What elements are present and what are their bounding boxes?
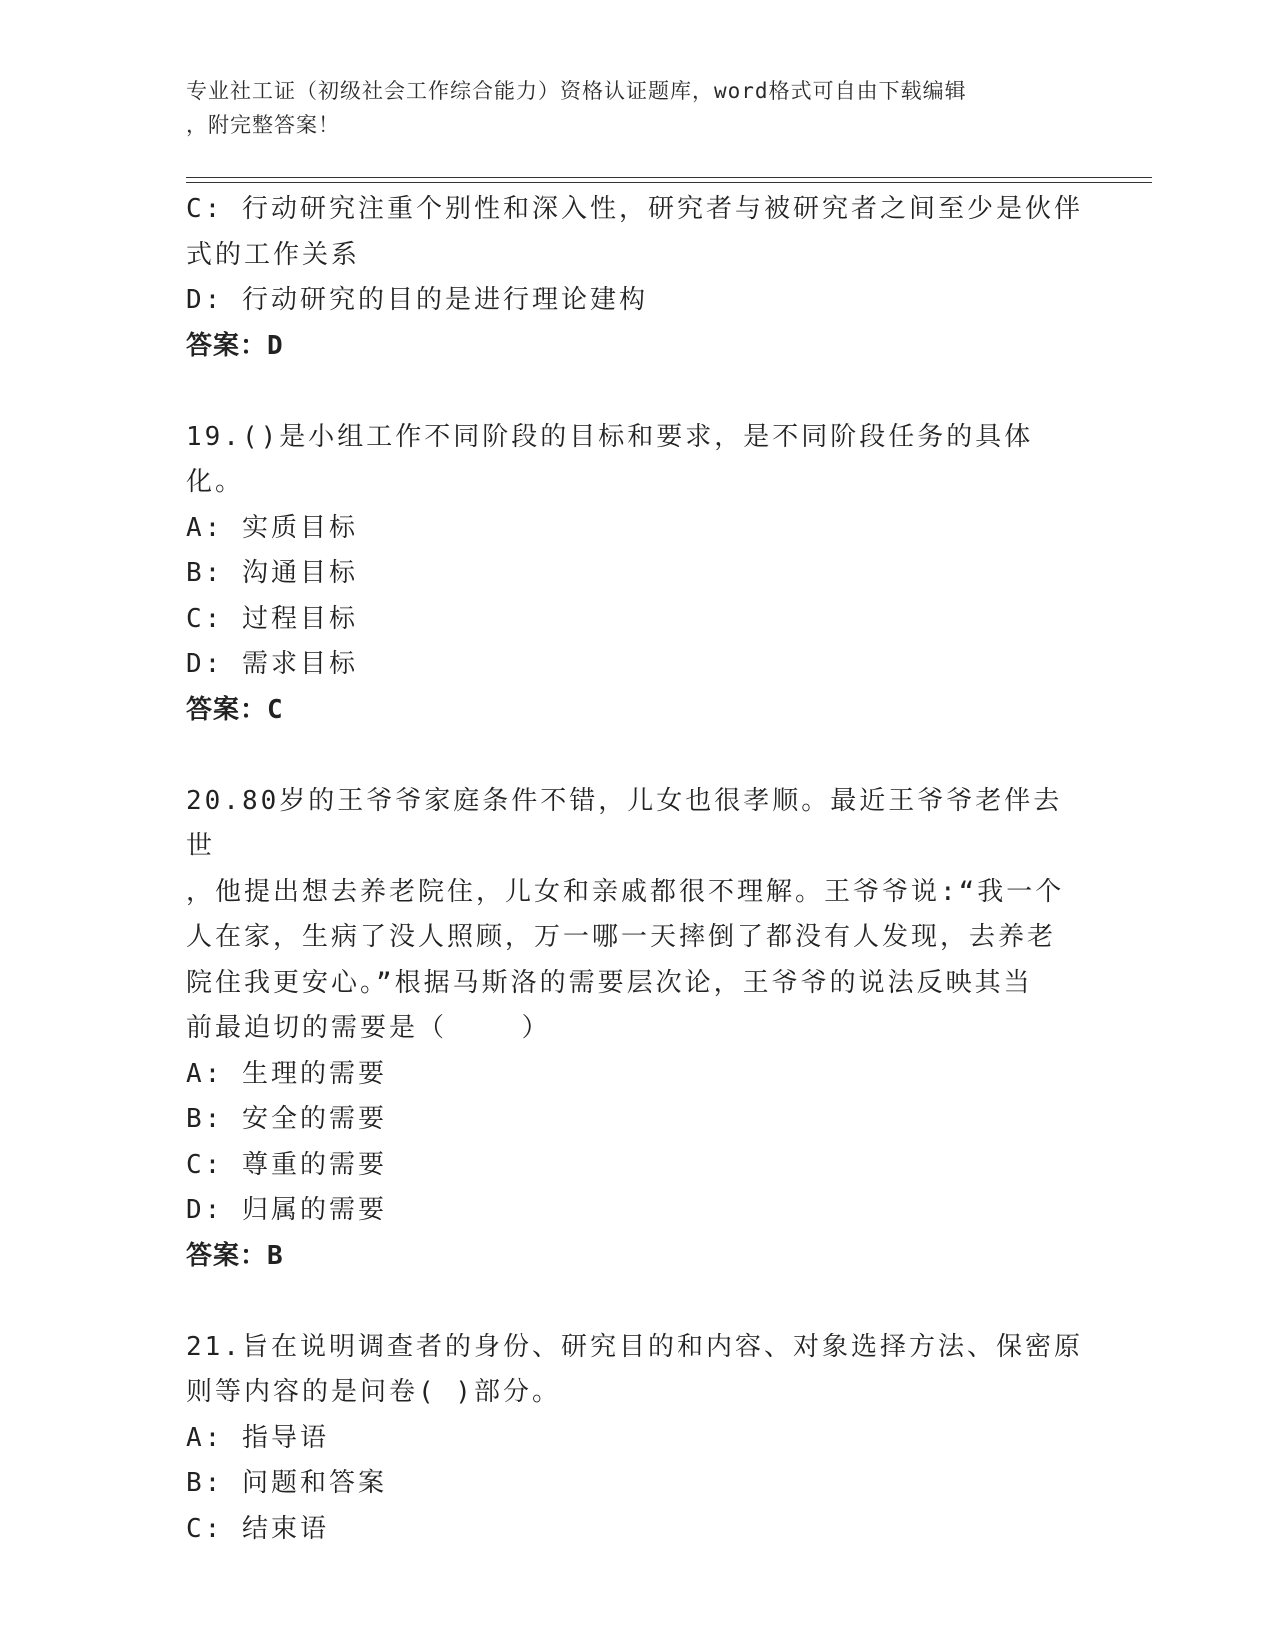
option-c: C: 尊重的需要 [186, 1149, 387, 1180]
question-21 [186, 1325, 1086, 1553]
option-c-line-2: 式的工作关系 [186, 239, 361, 270]
question-stem-line-2: 则等内容的是问卷( )部分。 [186, 1377, 561, 1407]
option-a: A: 生理的需要 [186, 1058, 387, 1089]
option-c: C: 结束语 [186, 1513, 329, 1544]
option-d: D: 行动研究的目的是进行理论建构 [186, 285, 648, 315]
option-c-line-1: C: 行动研究注重个别性和深入性，研究者与被研究者之间至少是伙伴 [186, 194, 1083, 224]
question-19 [186, 415, 1086, 734]
question-content [186, 187, 1086, 1552]
option-b: B: 沟通目标 [186, 558, 358, 588]
question-stem: 19.()是小组工作不同阶段的目标和要求，是不同阶段任务的具体化。 [186, 421, 1034, 497]
option-b: B: 问题和答案 [186, 1468, 387, 1498]
header-divider-top [186, 177, 1152, 178]
question-stem-line-4: 院住我更安心。”根据马斯洛的需要层次论，王爷爷的说法反映其当 [186, 967, 1033, 998]
option-d: D: 需求目标 [186, 649, 358, 679]
question-stem-line-3: 人在家，生病了没人照顾，万一哪一天摔倒了都没有人发现，去养老 [186, 922, 1057, 952]
document-header [186, 74, 1066, 142]
answer: 答案：D [186, 330, 284, 361]
option-c: C: 过程目标 [186, 603, 358, 634]
question-20 [186, 779, 1086, 1280]
question-18-tail [186, 187, 1086, 369]
answer: 答案：C [186, 694, 284, 725]
option-a: A: 实质目标 [186, 512, 358, 543]
question-stem-line-2: ，他提出想去养老院住，儿女和亲戚都很不理解。王爷爷说:“我一个 [186, 876, 1065, 907]
question-stem-line-1: 21.旨在说明调查者的身份、研究目的和内容、对象选择方法、保密原 [186, 1331, 1083, 1362]
option-d: D: 归属的需要 [186, 1195, 387, 1225]
option-a: A: 指导语 [186, 1422, 329, 1453]
spacer [186, 733, 1086, 779]
answer: 答案：B [186, 1240, 284, 1271]
header-line-2: ，附完整答案！ [186, 113, 340, 137]
header-divider-bottom [186, 182, 1152, 183]
header-line-1: 专业社工证（初级社会工作综合能力）资格认证题库，word格式可自由下载编辑 [186, 79, 967, 103]
question-stem-line-1: 20.80岁的王爷爷家庭条件不错，儿女也很孝顺。最近王爷爷老伴去世 [186, 785, 1063, 861]
question-stem-line-5: 前最迫切的需要是（ ） [186, 1013, 551, 1043]
spacer [186, 369, 1086, 415]
option-b: B: 安全的需要 [186, 1104, 387, 1134]
spacer [186, 1279, 1086, 1325]
